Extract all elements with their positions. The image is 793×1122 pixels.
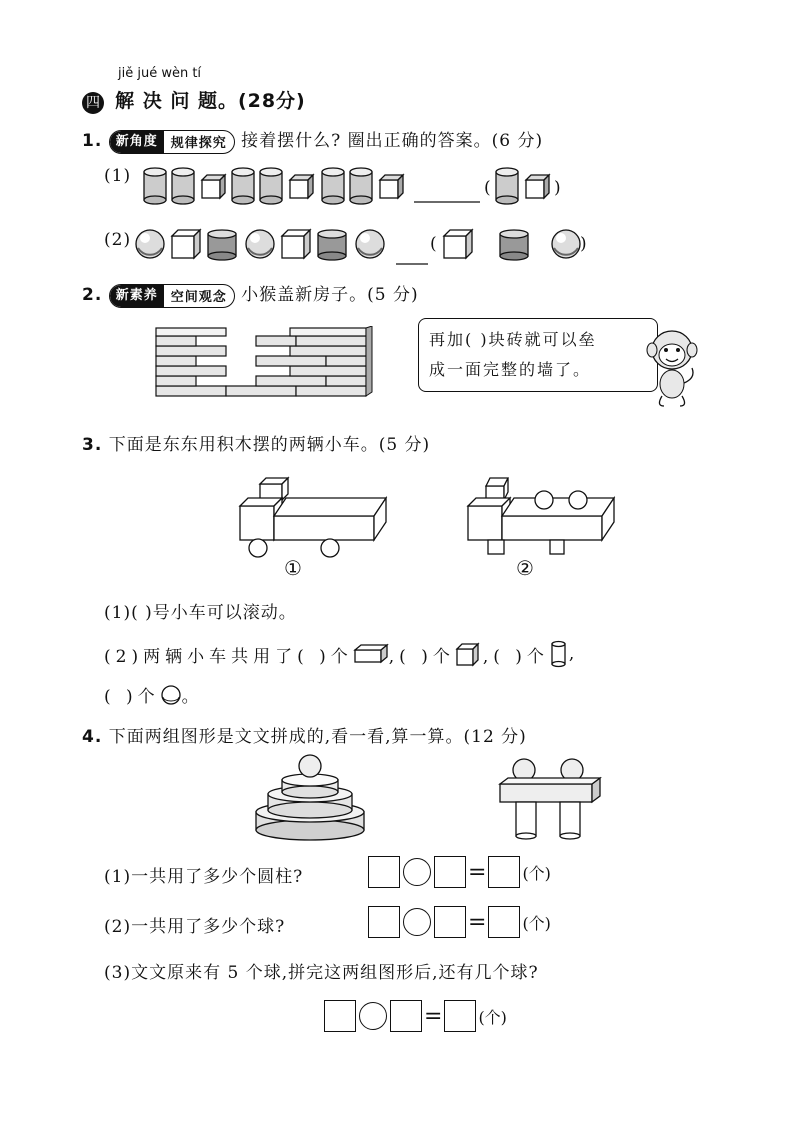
car-2-figure: [462, 470, 622, 560]
cylinder-icon: [350, 168, 372, 204]
section-header: [82, 86, 306, 114]
q1-tag-sub: 规律探究: [170, 136, 227, 151]
q4-sub3-equation: [324, 1000, 507, 1032]
q4-sub2-equation: [368, 906, 551, 938]
cylinder-icon: [144, 168, 166, 204]
cylinder-icon: [549, 640, 569, 668]
q1-sub1-paren-open: (: [484, 178, 492, 198]
answer-box[interactable]: [324, 1000, 356, 1032]
q1-sub2-label: (2): [104, 230, 132, 250]
answer-box[interactable]: [390, 1000, 422, 1032]
cuboid-icon: [353, 642, 389, 666]
equals-sign: =: [424, 1003, 443, 1029]
unit-label: (个): [478, 1007, 507, 1027]
q3-sub2-line2-a: ( )个: [104, 687, 160, 707]
q1-number: 1.: [82, 131, 103, 151]
q2-tag-sub: 空间观念: [170, 290, 227, 305]
answer-box[interactable]: [488, 906, 520, 938]
speech-bubble: [418, 318, 658, 392]
cylinder-icon: [496, 168, 518, 204]
q4-number: 4.: [82, 727, 103, 747]
q2-heading: [82, 280, 419, 308]
cylinder-icon: [260, 168, 282, 204]
q3-sub2-d: ,: [568, 644, 576, 664]
car-1-figure: [234, 470, 394, 560]
cube-icon: [172, 230, 200, 258]
monkey-icon: [646, 328, 698, 408]
q1-sub2-paren-open: (: [430, 234, 438, 254]
sphere-icon: [356, 230, 384, 258]
cube-icon: [282, 230, 310, 258]
answer-box[interactable]: [488, 856, 520, 888]
q2-tag: [109, 284, 235, 308]
q3-heading: [82, 430, 430, 455]
q1-sub2-figure: [134, 224, 594, 268]
q3-sub1: (1)( )号小车可以滚动。: [104, 603, 297, 623]
q1-tag-main: 新角度: [110, 131, 164, 153]
cube-icon: [380, 175, 403, 198]
sphere-icon: [246, 230, 274, 258]
answer-box[interactable]: [444, 1000, 476, 1032]
section-pinyin: jiě jué wèn tí: [118, 66, 202, 81]
section-title: 解 决 问 题。(28分): [115, 90, 306, 112]
sphere-icon: [136, 230, 164, 258]
answer-box[interactable]: [368, 906, 400, 938]
sphere-icon: [552, 230, 580, 258]
brick-wall-figure: [150, 326, 375, 406]
answer-box[interactable]: [434, 856, 466, 888]
q4-sub2: (2)一共用了多少个球?: [104, 917, 286, 937]
section-number-badge: 四: [82, 92, 104, 114]
operator-circle[interactable]: [403, 908, 431, 936]
table-shape-figure: [494, 754, 604, 844]
q3-sub2-line2: [104, 682, 200, 707]
unit-label: (个): [522, 913, 551, 933]
cylinder-icon: [322, 168, 344, 204]
q2-tag-main: 新素养: [110, 285, 164, 307]
q4-sub1-equation: [368, 856, 551, 888]
cylinder-icon: [500, 230, 528, 260]
q3-number: 3.: [82, 435, 103, 455]
q2-text: 小猴盖新房子。(5 分): [241, 285, 419, 305]
q4-sub1: (1)一共用了多少个圆柱?: [104, 867, 304, 887]
q1-sub1-figure: [140, 164, 570, 208]
bubble-line2: 成一面完整的墙了。: [429, 360, 592, 379]
q3-text: 下面是东东用积木摆的两辆小车。(5 分): [108, 435, 431, 455]
answer-box[interactable]: [368, 856, 400, 888]
car-2-label: ②: [516, 556, 534, 580]
operator-circle[interactable]: [403, 858, 431, 886]
q1-sub1-paren-close: ): [554, 178, 562, 198]
bubble-line1: 再加( )块砖就可以垒: [429, 330, 597, 349]
q1-text: 接着摆什么? 圈出正确的答案。(6 分): [241, 131, 544, 151]
cube-icon: [202, 175, 225, 198]
car-1-label: ①: [284, 556, 302, 580]
answer-box[interactable]: [434, 906, 466, 938]
sphere-icon: [160, 684, 182, 706]
q1-tag: [109, 130, 235, 154]
q4-heading: [82, 722, 527, 747]
cube-icon: [526, 175, 549, 198]
q4-text: 下面两组图形是文文拼成的,看一看,算一算。(12 分): [108, 727, 527, 747]
unit-label: (个): [522, 863, 551, 883]
cylinder-icon: [208, 230, 236, 260]
cylinder-icon: [172, 168, 194, 204]
stacked-cylinders-figure: [250, 754, 370, 844]
q3-sub2-a: (2)两辆小车共用了( )个: [104, 646, 353, 667]
cylinder-icon: [318, 230, 346, 260]
cube-icon: [444, 230, 472, 258]
q2-number: 2.: [82, 285, 103, 305]
q1-heading: [82, 126, 543, 154]
cube-icon: [455, 641, 483, 667]
q1-sub1-label: (1): [104, 166, 132, 186]
q3-sub2-line1: [104, 640, 575, 668]
q1-sub2-paren-close: ): [580, 234, 588, 254]
operator-circle[interactable]: [359, 1002, 387, 1030]
q3-sub2-b: ,( )个: [388, 646, 455, 667]
q3-sub2-c: ,( )个: [482, 646, 549, 667]
q3-sub2-line2-b: 。: [181, 687, 200, 707]
q4-sub3: (3)文文原来有 5 个球,拼完这两组图形后,还有几个球?: [104, 963, 539, 983]
cylinder-icon: [232, 168, 254, 204]
equals-sign: =: [468, 859, 487, 885]
cube-icon: [290, 175, 313, 198]
equals-sign: =: [468, 909, 487, 935]
